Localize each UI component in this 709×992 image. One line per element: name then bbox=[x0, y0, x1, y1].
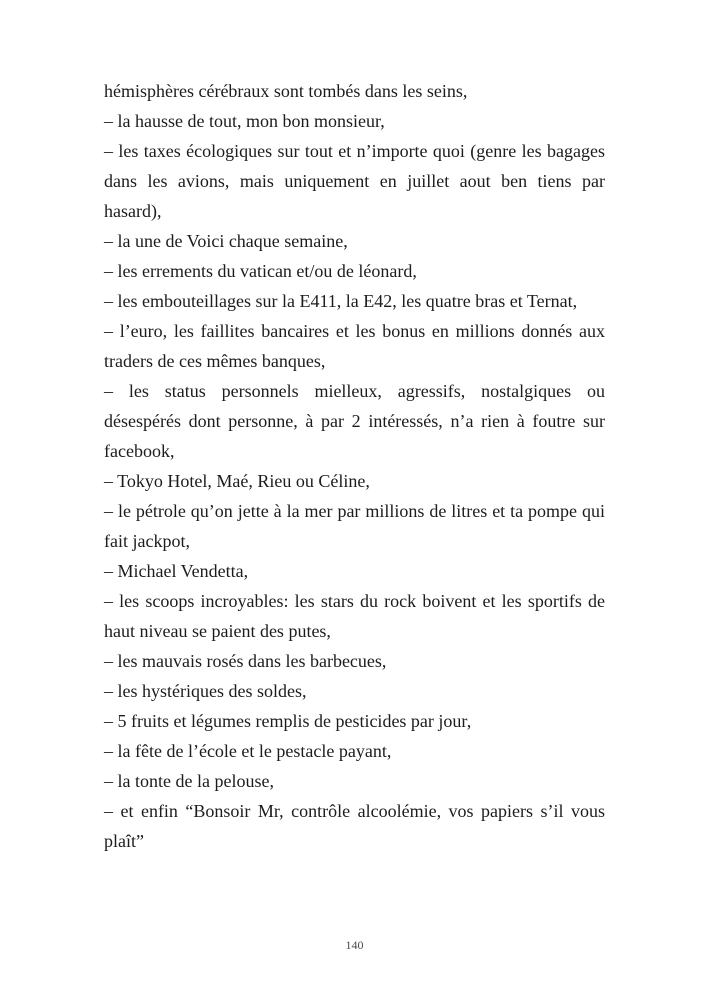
body-text bbox=[104, 76, 605, 856]
paragraph: – la une de Voici chaque semaine, bbox=[104, 231, 348, 251]
paragraph: – et enfin “Bonsoir Mr, contrôle alcoolémie, vos papiers s’il vous plaît” bbox=[104, 801, 605, 851]
paragraph: – 5 fruits et légumes remplis de pesticides par jour, bbox=[104, 711, 472, 731]
paragraph: – la tonte de la pelouse, bbox=[104, 771, 274, 791]
paragraph: – les hystériques des soldes, bbox=[104, 681, 307, 701]
paragraph: – la hausse de tout, mon bon monsieur, bbox=[104, 111, 385, 131]
paragraph: – les errements du vatican et/ou de léonard, bbox=[104, 261, 417, 281]
paragraph: – les taxes écologiques sur tout et n’importe quoi (genre les bagages dans les avions, mais uniquement en juillet aout ben tiens par hasard), bbox=[104, 141, 605, 221]
paragraph: – les status personnels mielleux, agressifs, nostalgiques ou désespérés dont personne, à par 2 intéressés, n’a rien à foutre sur facebook, bbox=[104, 381, 605, 461]
paragraph: – le pétrole qu’on jette à la mer par millions de litres et ta pompe qui fait jackpot, bbox=[104, 501, 605, 551]
paragraph: – l’euro, les faillites bancaires et les bonus en millions donnés aux traders de ces mêmes banques, bbox=[104, 321, 605, 371]
paragraph: – la fête de l’école et le pestacle payant, bbox=[104, 741, 392, 761]
paragraph: – les mauvais rosés dans les barbecues, bbox=[104, 651, 387, 671]
page-number: 140 bbox=[345, 938, 364, 952]
paragraph: hémisphères cérébraux sont tombés dans les seins, bbox=[104, 81, 468, 101]
paragraph: – Tokyo Hotel, Maé, Rieu ou Céline, bbox=[104, 471, 370, 491]
paragraph: – les embouteillages sur la E411, la E42, les quatre bras et Ternat, bbox=[104, 291, 578, 311]
paragraph: – Michael Vendetta, bbox=[104, 561, 249, 581]
paragraph: – les scoops incroyables: les stars du rock boivent et les sportifs de haut niveau se paient des putes, bbox=[104, 591, 605, 641]
